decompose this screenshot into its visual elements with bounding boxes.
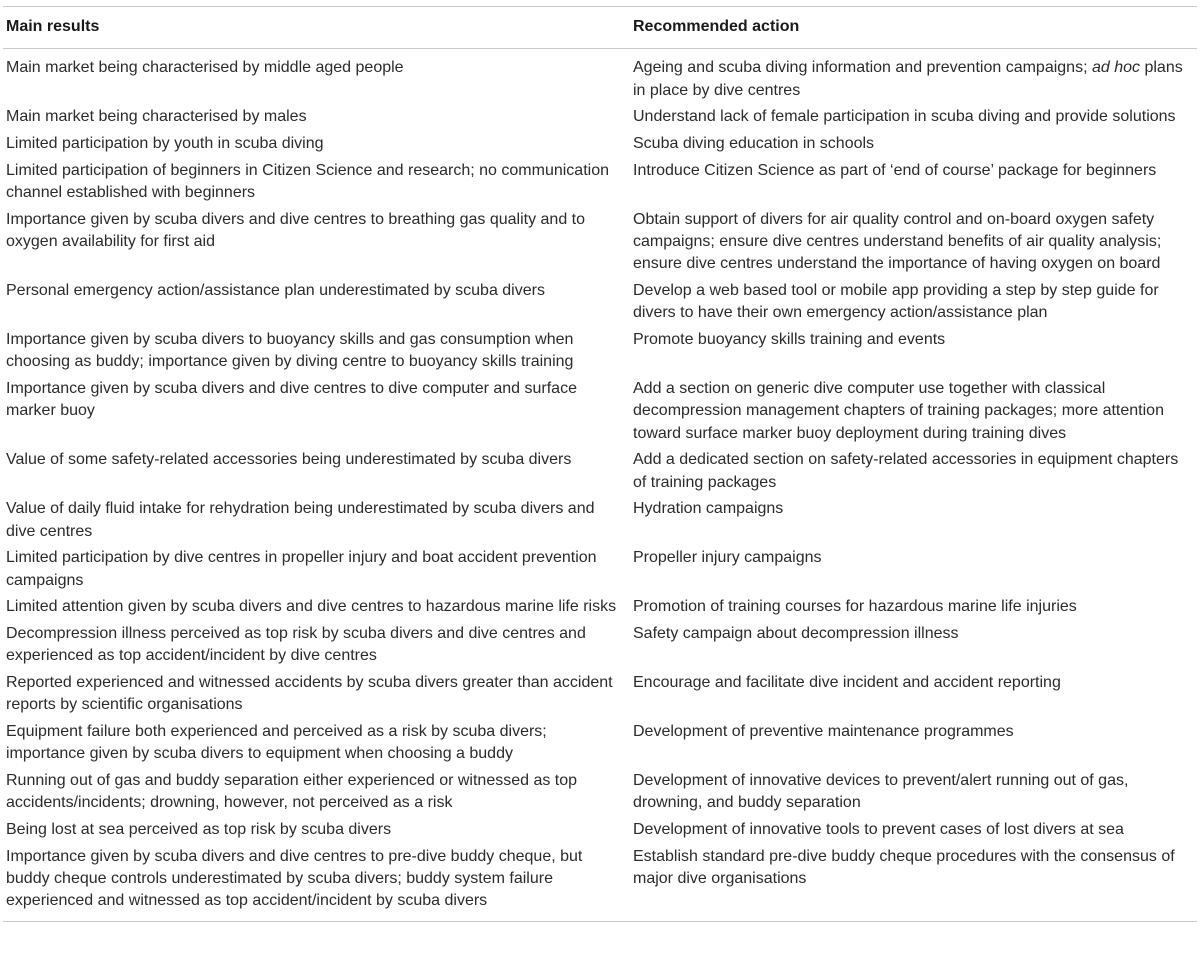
- recommended-action-cell: [630, 160, 1197, 209]
- recommended-action-cell: [630, 596, 1197, 623]
- recommended-action-cell: [630, 106, 1197, 133]
- main-result-cell: Value of some safety-related accessories being underestimated by scuba divers: [6, 451, 572, 469]
- main-result-cell: Equipment failure both experienced and perceived as a risk by scuba divers; importance given by scuba divers to equipment when choosing a buddy: [6, 723, 547, 763]
- main-result-cell: Limited participation by dive centres in propeller injury and boat accident prevention campaigns: [6, 549, 597, 589]
- action-text: Add a dedicated section on safety-related accessories in equipment chapters of training packages: [633, 451, 1179, 491]
- main-result-cell: Reported experienced and witnessed accidents by scuba divers greater than accident reports by scientific organisations: [6, 674, 613, 714]
- table-row: [3, 623, 1197, 672]
- action-text: Promote buoyancy skills training and events: [633, 331, 946, 348]
- recommended-action-cell: [630, 378, 1197, 449]
- header-main-results: Main results: [6, 18, 100, 35]
- table-row: [3, 846, 1197, 922]
- action-text: Establish standard pre-dive buddy cheque procedures with the consensus of major dive organisations: [633, 847, 1175, 887]
- main-result-cell: Importance given by scuba divers and dive centres to dive computer and surface marker buoy: [6, 380, 577, 420]
- header-row: [3, 7, 1197, 49]
- recommended-action-cell: [630, 819, 1197, 846]
- main-result-cell: Main market being characterised by middle aged people: [6, 59, 404, 77]
- table-row: [3, 49, 1197, 107]
- main-result-cell: Being lost at sea perceived as top risk by scuba divers: [6, 821, 392, 838]
- table-row: [3, 819, 1197, 846]
- main-result-cell: Limited participation by youth in scuba diving: [6, 135, 324, 152]
- action-text: Promotion of training courses for hazardous marine life injuries: [633, 598, 1077, 616]
- recommended-action-cell: [630, 846, 1197, 922]
- main-result-cell: Limited participation of beginners in Citizen Science and research; no communication channel established with beginners: [6, 161, 609, 201]
- table-row: [3, 547, 1197, 596]
- table-row: [3, 378, 1197, 449]
- table-row: [3, 672, 1197, 721]
- table-row: [3, 209, 1197, 280]
- results-table: [3, 6, 1197, 922]
- table-row: [3, 160, 1197, 209]
- action-text: Development of innovative tools to prevent cases of lost divers at sea: [633, 821, 1124, 838]
- table-row: [3, 106, 1197, 133]
- table-row: [3, 596, 1197, 623]
- table-row: [3, 721, 1197, 770]
- action-text: Encourage and facilitate dive incident and accident reporting: [633, 674, 1061, 691]
- table-row: [3, 449, 1197, 498]
- main-result-cell: Importance given by scuba divers and dive centres to breathing gas quality and to oxygen availability for first aid: [6, 210, 586, 250]
- table-row: [3, 133, 1197, 160]
- table-row: [3, 770, 1197, 819]
- main-result-cell: Main market being characterised by males: [6, 108, 307, 126]
- recommended-action-cell: [630, 721, 1197, 770]
- action-text: Development of innovative devices to prevent/alert running out of gas, drowning, and buddy separation: [633, 772, 1129, 812]
- main-result-cell: Limited attention given by scuba divers and dive centres to hazardous marine life risks: [6, 598, 617, 616]
- action-text: Safety campaign about decompression illness: [633, 625, 959, 642]
- recommended-action-cell: [630, 280, 1197, 329]
- recommended-action-cell: [630, 770, 1197, 819]
- action-text: Obtain support of divers for air quality control and on-board oxygen safety campaigns; ensure dive centres understand benefits of air quality analysis; ensure dive centres understand the importance of having oxygen on board: [633, 210, 1162, 273]
- table-header: [3, 7, 1197, 49]
- table-row: [3, 498, 1197, 547]
- main-result-cell: Running out of gas and buddy separation either experienced or witnessed as top accidents/incidents; drowning, however, not perceived as a risk: [6, 772, 578, 812]
- main-result-cell: Value of daily fluid intake for rehydration being underestimated by scuba divers and dive centres: [6, 500, 595, 540]
- action-text: Understand lack of female participation in scuba diving and provide solutions: [633, 108, 1176, 126]
- recommended-action-cell: [630, 49, 1197, 107]
- action-text: Hydration campaigns: [633, 500, 784, 518]
- action-text: Development of preventive maintenance programmes: [633, 723, 1014, 740]
- main-result-cell: Personal emergency action/assistance plan underestimated by scuba divers: [6, 282, 545, 299]
- recommended-action-cell: [630, 547, 1197, 596]
- main-result-cell: Importance given by scuba divers and dive centres to pre-dive buddy cheque, but buddy cheque controls underestimated by scuba divers; buddy system failure experienced and witnessed as top accident/incident by scuba divers: [6, 847, 583, 910]
- action-text: Ageing and scuba diving information and prevention campaigns;: [633, 59, 1092, 77]
- main-result-cell: Importance given by scuba divers to buoyancy skills and gas consumption when choosing as buddy; importance given by diving centre to buoyancy skills training: [6, 331, 574, 371]
- main-result-cell: Decompression illness perceived as top risk by scuba divers and dive centres and experienced as top accident/incident by dive centres: [6, 625, 586, 665]
- recommended-action-cell: [630, 449, 1197, 498]
- action-text: Scuba diving education in schools: [633, 135, 875, 152]
- action-text: Introduce Citizen Science as part of ‘end of course’ package for beginners: [633, 161, 1157, 179]
- table-body: [3, 49, 1197, 921]
- action-text: Propeller injury campaigns: [633, 549, 822, 567]
- recommended-action-cell: [630, 133, 1197, 160]
- recommended-action-cell: [630, 329, 1197, 378]
- recommended-action-cell: [630, 623, 1197, 672]
- action-text-italic: ad hoc: [1091, 59, 1141, 77]
- action-text-continued: plans in place by dive centres: [633, 59, 1183, 99]
- recommended-action-cell: [630, 672, 1197, 721]
- table-row: [3, 280, 1197, 329]
- action-text: Develop a web based tool or mobile app providing a step by step guide for divers to have their own emergency action/assistance plan: [633, 282, 1159, 322]
- recommended-action-cell: [630, 209, 1197, 280]
- recommended-action-cell: [630, 498, 1197, 547]
- table-row: [3, 329, 1197, 378]
- header-recommended-action: Recommended action: [633, 18, 800, 35]
- action-text: Add a section on generic dive computer use together with classical decompression management chapters of training packages; more attention toward surface marker buoy deployment during training dives: [633, 380, 1164, 442]
